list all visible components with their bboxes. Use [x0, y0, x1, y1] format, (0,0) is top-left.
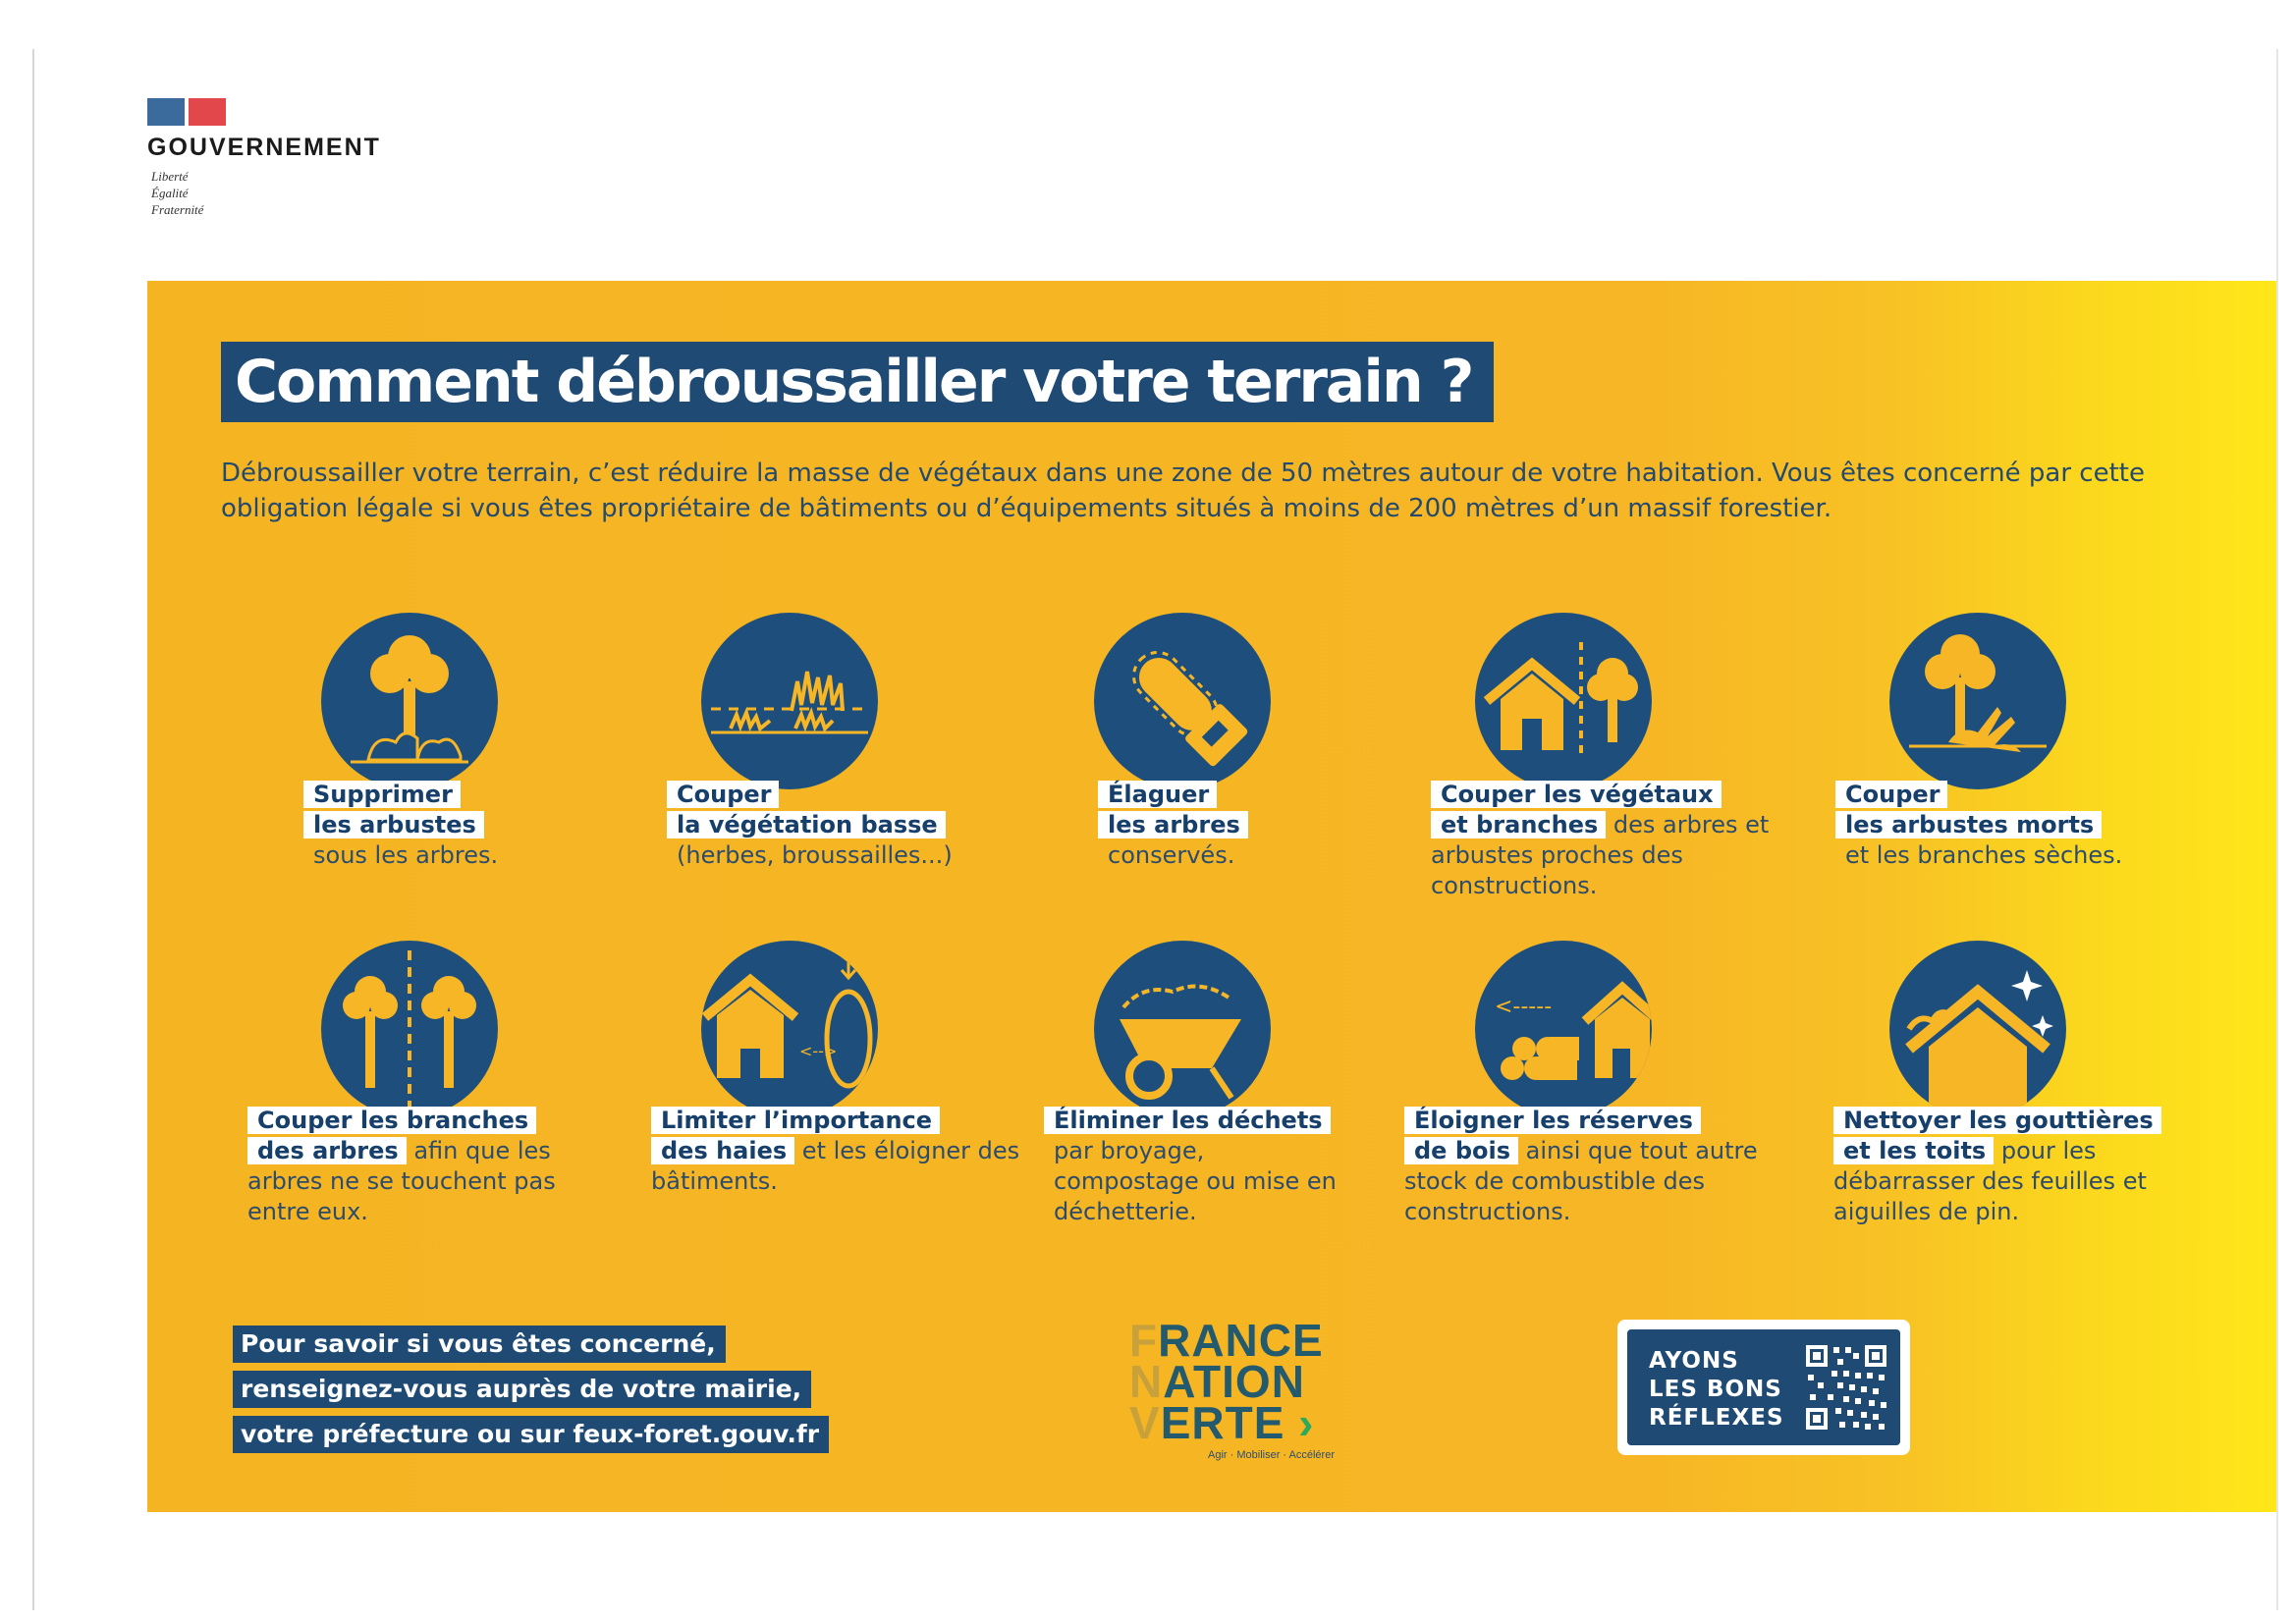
item-4-highlight-1: Couper les végétaux: [1431, 781, 1722, 808]
item-9-highlight-1: Éloigner les réserves: [1404, 1107, 1701, 1134]
government-name: GOUVERNEMENT: [147, 134, 381, 161]
poster: [147, 281, 2276, 1512]
item-10-text: pour les débarrasser des feuilles et aiguilles de pin.: [1833, 1137, 2147, 1225]
fnv-f: F: [1129, 1315, 1159, 1366]
item-3-highlight-1: Élaguer: [1098, 781, 1217, 808]
item-8-text: par broyage, compostage ou mise en déchetterie.: [1054, 1137, 1337, 1225]
item-6-highlight-2: des arbres: [247, 1137, 407, 1164]
dead-shrub-icon: [1889, 613, 2066, 789]
item-9-highlight-2: de bois: [1404, 1137, 1518, 1164]
cta-line-3: votre préfecture ou sur feux-foret.gouv.fr: [233, 1416, 829, 1453]
item-5-text: et les branches sèches.: [1845, 841, 2123, 869]
item-eliminer-dechets: [1054, 941, 1337, 1225]
item-2-highlight-2: la végétation basse: [667, 811, 946, 839]
woodpile-and-house-icon: [1475, 941, 1652, 1117]
house-and-tree-icon: [1475, 613, 1652, 789]
chevron-right-icon: ›: [1298, 1397, 1315, 1448]
item-3-highlight-2: les arbres: [1098, 811, 1248, 839]
qr-code-icon[interactable]: [1804, 1343, 1888, 1432]
item-10-highlight-1: Nettoyer les gouttières: [1833, 1107, 2161, 1134]
item-eloigner-bois: [1404, 941, 1758, 1225]
motto-liberte: Liberté: [151, 169, 189, 184]
item-nettoyer-gouttieres: [1833, 941, 2154, 1225]
item-7-text: et les éloigner des bâtiments.: [651, 1137, 1020, 1195]
fnv-ation: ATION: [1163, 1356, 1305, 1407]
item-4-highlight-2: et branches: [1431, 811, 1606, 839]
item-6-highlight-1: Couper les branches: [247, 1107, 536, 1134]
fnv-tagline: Agir · Mobiliser · Accélérer: [1208, 1449, 1335, 1461]
item-3-text: conservés.: [1108, 841, 1235, 869]
shrub-under-tree-icon: [321, 613, 498, 789]
item-couper-branches: [247, 941, 556, 1225]
reflexes-line-2: LES BONS: [1649, 1377, 1782, 1402]
fnv-n: N: [1129, 1356, 1164, 1407]
item-6-text: afin que les arbres ne se touchent pas entre eux.: [247, 1137, 556, 1225]
item-2-highlight-1: Couper: [667, 781, 779, 808]
item-limiter-haies: [651, 941, 1020, 1195]
poster-title: Comment débroussailler votre terrain ?: [221, 342, 1494, 422]
item-9-text: ainsi que tout autre stock de combustible des constructions.: [1404, 1137, 1758, 1225]
hedge-and-house-icon: [701, 941, 878, 1117]
cta-line-1: Pour savoir si vous êtes concerné,: [233, 1325, 726, 1363]
wheelbarrow-icon: [1094, 941, 1271, 1117]
item-7-highlight-2: des haies: [651, 1137, 794, 1164]
reflexes-line-3: RÉFLEXES: [1649, 1405, 1784, 1431]
item-4-text: des arbres et arbustes proches des constructions.: [1431, 811, 1770, 899]
item-2-text: (herbes, broussailles...): [677, 841, 953, 869]
fnv-rance: RANCE: [1158, 1315, 1324, 1366]
item-5-highlight-2: les arbustes morts: [1835, 811, 2102, 839]
cta-line-2: renseignez-vous auprès de votre mairie,: [233, 1371, 811, 1408]
svg-text:<-->: <-->: [799, 1042, 838, 1060]
item-couper-vegetation: [677, 613, 953, 869]
bons-reflexes-badge: [1617, 1320, 1910, 1455]
item-8-highlight-1: Éliminer les déchets: [1044, 1107, 1331, 1134]
scan-border-right: [2276, 49, 2278, 1610]
item-couper-arbustes-morts: [1845, 613, 2123, 869]
fnv-erte: ERTE: [1160, 1397, 1285, 1448]
republic-motto: [151, 168, 381, 218]
france-nation-verte-logo: [1129, 1315, 1340, 1461]
roof-cleaning-icon: [1889, 941, 2066, 1117]
chainsaw-icon: [1094, 613, 1271, 789]
scan-border-left: [32, 49, 34, 1610]
svg-text:<-----: <-----: [1495, 995, 1553, 1019]
motto-fraternite: Fraternité: [151, 202, 204, 217]
item-5-highlight-1: Couper: [1835, 781, 1947, 808]
motto-egalite: Égalité: [151, 186, 189, 200]
marianne-flag-icon: [147, 98, 226, 126]
government-logo: [147, 98, 381, 218]
call-to-action: [233, 1325, 829, 1461]
poster-intro: Débroussailler votre terrain, c’est réduire la masse de végétaux dans une zone de 50 mètres autour de votre habitation. Vous êtes concerné par cette obligation légale si vous êtes propriétaire de bâtiments ou d’équipements situés à moins de 200 mètres d’un massif forestier.: [221, 459, 2145, 523]
item-1-highlight-2: les arbustes: [303, 811, 484, 839]
item-couper-vegetaux: [1431, 613, 1770, 899]
item-elaguer-arbres: [1094, 613, 1271, 869]
item-supprimer-arbustes: [313, 613, 499, 869]
reflexes-line-1: AYONS: [1649, 1348, 1739, 1374]
item-7-highlight-1: Limiter l’importance: [651, 1107, 940, 1134]
grass-cut-icon: [701, 613, 878, 789]
fnv-v: V: [1129, 1397, 1161, 1448]
item-1-highlight-1: Supprimer: [303, 781, 461, 808]
item-10-highlight-2: et les toits: [1833, 1137, 1994, 1164]
two-trees-spacing-icon: [321, 941, 498, 1117]
item-1-text: sous les arbres.: [313, 841, 499, 869]
